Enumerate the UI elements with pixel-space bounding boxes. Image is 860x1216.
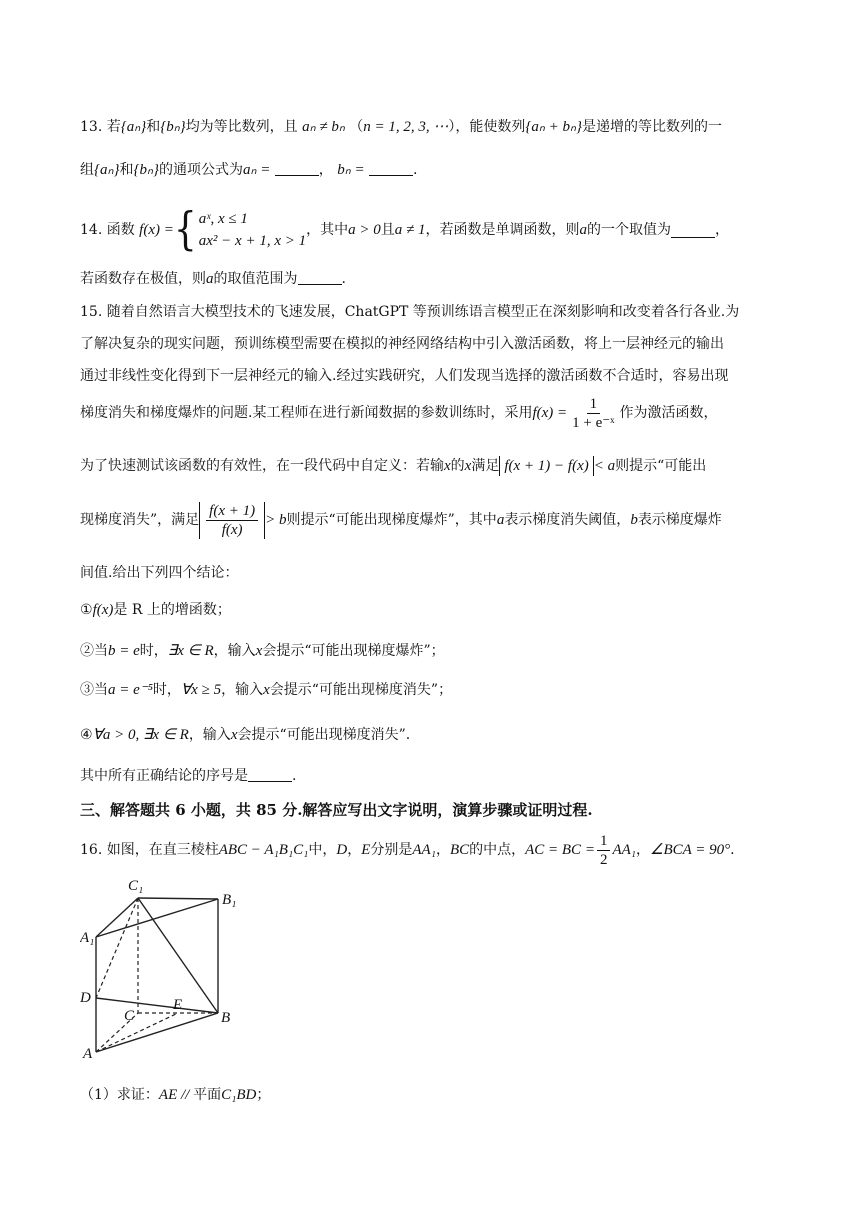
fraction-denominator: 2 (599, 851, 608, 868)
conclusion-4 (80, 725, 785, 745)
edge-c1d (96, 898, 138, 998)
q15-text: 为了快速测试该函数的有效性，在一段代码中自定义：若输 (80, 458, 444, 474)
edge-ab (96, 1013, 218, 1052)
c4-text: 会提示“可能出现梯度消失”. (237, 727, 411, 743)
q15-text: 则提示“可能出现梯度爆炸”，其中 (286, 512, 497, 528)
c3-text: ③当 (80, 682, 108, 698)
q16-text: 中， (308, 842, 337, 858)
q14-text: ，其中 (306, 222, 349, 238)
q14-line-2 (80, 269, 785, 289)
q13-text: （ (349, 119, 364, 135)
q14-case-1: aˣ, x ≤ 1 (198, 211, 248, 227)
c2-text: ，输入 (213, 643, 256, 659)
q14-a: a (206, 271, 214, 287)
label-b1: B₁ (222, 892, 237, 908)
label-d: D (80, 990, 91, 1006)
c2-math: b = e (108, 643, 140, 659)
label-c: C (124, 1008, 135, 1024)
var-x: x (444, 458, 451, 474)
label-b: B (221, 1010, 231, 1026)
c3-math: a = e⁻⁵ (108, 682, 153, 698)
half-fraction (597, 832, 611, 869)
c3-text: 时， (152, 682, 181, 698)
q15-number: 15. (80, 304, 103, 320)
q15-text: 满足 (471, 458, 500, 474)
segment-bc: BC (449, 842, 470, 858)
c2-text: 时， (139, 643, 168, 659)
c3-math: ∀x ≥ 5 (180, 682, 222, 698)
segment-aa1: AA₁ (412, 842, 436, 858)
q13-text: 和 (119, 162, 134, 178)
conclusion-2 (80, 641, 785, 661)
q13-seq-b: {bₙ} (133, 162, 159, 178)
q14-case-2: ax² − x + 1, x > 1 (198, 233, 307, 249)
q13-seq-b: {bₙ} (160, 119, 186, 135)
q14-a: a (579, 222, 587, 238)
edge-a1b1 (96, 899, 218, 937)
q13-line-2 (80, 160, 785, 180)
answer-blank[interactable] (275, 161, 319, 176)
q15-text: . (292, 768, 297, 784)
c4-text: ，输入 (188, 727, 231, 743)
c4-math: ∀a > 0, ∃x ∈ R (92, 727, 189, 743)
fx: f(x) (92, 602, 114, 618)
fraction-numerator: 1 (587, 395, 601, 414)
c4-text: ④ (80, 727, 93, 743)
q14-text: ， (714, 222, 729, 238)
q13-text: ， (318, 162, 333, 178)
q14-text: 函数 (106, 222, 135, 238)
q15-text: 表示梯度消失阈值， (504, 512, 631, 528)
c1-text: 是 R 上的增函数； (113, 602, 231, 618)
q14-fx: f(x) = (139, 222, 174, 238)
q15-text: 梯度消失和梯度爆炸的问题.某工程师在进行新闻数据的参数训练时，采用 (80, 405, 533, 421)
q15-line-5 (80, 456, 785, 476)
q15-gt-b: > b (265, 512, 287, 528)
piecewise-function (173, 203, 307, 255)
q15-line-1 (80, 302, 785, 322)
q13-seq-a: {aₙ} (94, 162, 120, 178)
c3-text: ，输入 (221, 682, 264, 698)
q14-cond-2: a ≠ 1 (394, 222, 426, 238)
abs-fraction (199, 502, 265, 539)
q13-text: 均为等比数列，且 (185, 119, 298, 135)
conclusion-3 (80, 680, 785, 700)
var-a: a (496, 512, 505, 528)
c2-text: 会提示“可能出现梯度爆炸”； (262, 643, 445, 659)
q13-bn: bₙ = (337, 162, 365, 178)
q13-text: 和 (146, 119, 161, 135)
edge-db (96, 998, 218, 1013)
var-x: x (255, 643, 263, 659)
part1-text: （1）求证： (80, 1087, 159, 1103)
q15-text: 现梯度消失”，满足 (80, 512, 200, 528)
fraction-numerator: 1 (597, 832, 611, 851)
q16-angle: ∠BCA = 90° (650, 842, 731, 858)
edge-c1b1 (138, 898, 218, 899)
q15-text: 作为激活函数， (619, 405, 718, 421)
q13-text: . (413, 162, 418, 178)
part1-text: ； (256, 1087, 271, 1103)
q15-text: 则提示“可能出 (615, 458, 707, 474)
circled-one: ① (80, 602, 93, 618)
abs-expression: f(x + 1) − f(x) (499, 456, 593, 476)
c2-text: ②当 (80, 643, 108, 659)
q13-seq-a: {aₙ} (120, 119, 147, 135)
q14-cond-1: a > 0 (348, 222, 381, 238)
q16-eq: AC = BC = (525, 842, 595, 858)
q14-text: 的取值范围为 (213, 271, 298, 287)
fraction-numerator: f(x + 1) (206, 502, 258, 521)
q14-text: 的一个取值为 (586, 222, 671, 238)
answer-blank[interactable] (248, 767, 292, 782)
q16-text: 分别是 (370, 842, 413, 858)
conclusion-1 (80, 600, 785, 620)
q15-lt-a: < a (593, 458, 616, 474)
q15-line-7: 间值.给出下列四个结论： (80, 565, 239, 581)
c3-text: 会提示“可能出现梯度消失”； (269, 682, 453, 698)
q15-fx: f(x) = (532, 405, 568, 421)
q16-text: . (730, 842, 735, 858)
q13-nrange: n = 1, 2, 3, ⋯ (363, 119, 449, 135)
q15-ask-text: 其中所有正确结论的序号是 (80, 768, 248, 784)
label-a: A (83, 1046, 93, 1062)
q16-text: ， (347, 842, 362, 858)
q15-line-6 (80, 496, 785, 544)
section-heading: 三、解答题共 6 小题，共 85 分.解答应写出文字说明，演算步骤或证明过程. (80, 801, 593, 819)
q14-text: . (341, 271, 346, 287)
q15-text: 随着自然语言大模型技术的飞速发展，ChatGPT 等预训练语言模型正在深刻影响和改变着各行各业.为 (106, 304, 740, 320)
part1-text: 平面 (193, 1087, 222, 1103)
q15-ask (80, 766, 785, 786)
point-e: E (361, 842, 371, 858)
q16-text: 的中点， (469, 842, 526, 858)
edge-ae (96, 1013, 178, 1052)
q14-text: 且 (380, 222, 395, 238)
q15-text: 表示梯度爆炸 (637, 512, 722, 528)
q13-text: 是递增的等比数列的一 (581, 119, 722, 135)
sigmoid-fraction (569, 395, 617, 432)
q14-text: 若函数存在极值，则 (80, 271, 206, 287)
q13-neq: aₙ ≠ bₙ (302, 119, 345, 135)
edge-c1b (138, 898, 218, 1013)
answer-blank[interactable] (671, 223, 715, 238)
q13-an: aₙ = (242, 162, 271, 178)
q13-text: 的通项公式为 (158, 162, 243, 178)
var-x: x (464, 458, 472, 474)
part1-plane: C₁BD (221, 1087, 257, 1103)
var-b: b (630, 512, 638, 528)
label-e: E (173, 997, 183, 1013)
answer-blank[interactable] (298, 270, 342, 285)
q13-text: ），能使数列 (448, 119, 526, 135)
q16-number: 16. (80, 842, 103, 858)
label-a1: A₁ (80, 930, 95, 946)
q16-text: 如图，在直三棱柱 (106, 842, 219, 858)
fraction-denominator: 1 + e⁻ˣ (572, 414, 615, 431)
q13-number: 13. (80, 119, 103, 135)
part1-math: AE // (158, 1087, 194, 1103)
q16-line-1 (80, 830, 785, 870)
q15-line-3: 通过非线性变化得到下一层神经元的输入.经过实践研究，人们发现当选择的激活函数不合适时，容易出现 (80, 368, 729, 384)
point-d: D (336, 842, 348, 858)
q16-eq: AA₁ (612, 842, 636, 858)
var-x: x (230, 727, 238, 743)
var-x: x (263, 682, 270, 698)
q15-line-2: 了解决复杂的现实问题，预训练模型需要在模拟的神经网络结构中引入激活函数，将上一层神经元的输出 (80, 336, 724, 352)
q16-part-1 (80, 1085, 785, 1105)
q13-text: 组 (80, 162, 94, 178)
label-c1: C₁ (128, 878, 144, 894)
q13-text: 若 (106, 119, 121, 135)
q16-text: ， (636, 842, 650, 858)
answer-blank[interactable] (369, 161, 413, 176)
brace-icon: { (173, 203, 197, 255)
q16-text: ， (435, 842, 450, 858)
q13-sum: {aₙ + bₙ} (525, 119, 582, 135)
q15-text: 的 (450, 458, 465, 474)
c2-math: ∃x ∈ R (167, 643, 214, 659)
prism-figure (80, 872, 250, 1062)
q13-line-1 (80, 117, 785, 137)
q14-text: ，若函数是单调函数，则 (425, 222, 580, 238)
q14-number: 14. (80, 222, 103, 238)
q15-line-4 (80, 391, 785, 435)
q14-line-1 (80, 203, 785, 255)
fraction-denominator: f(x) (221, 521, 243, 538)
q16-prism: ABC − A₁B₁C₁ (218, 842, 309, 858)
